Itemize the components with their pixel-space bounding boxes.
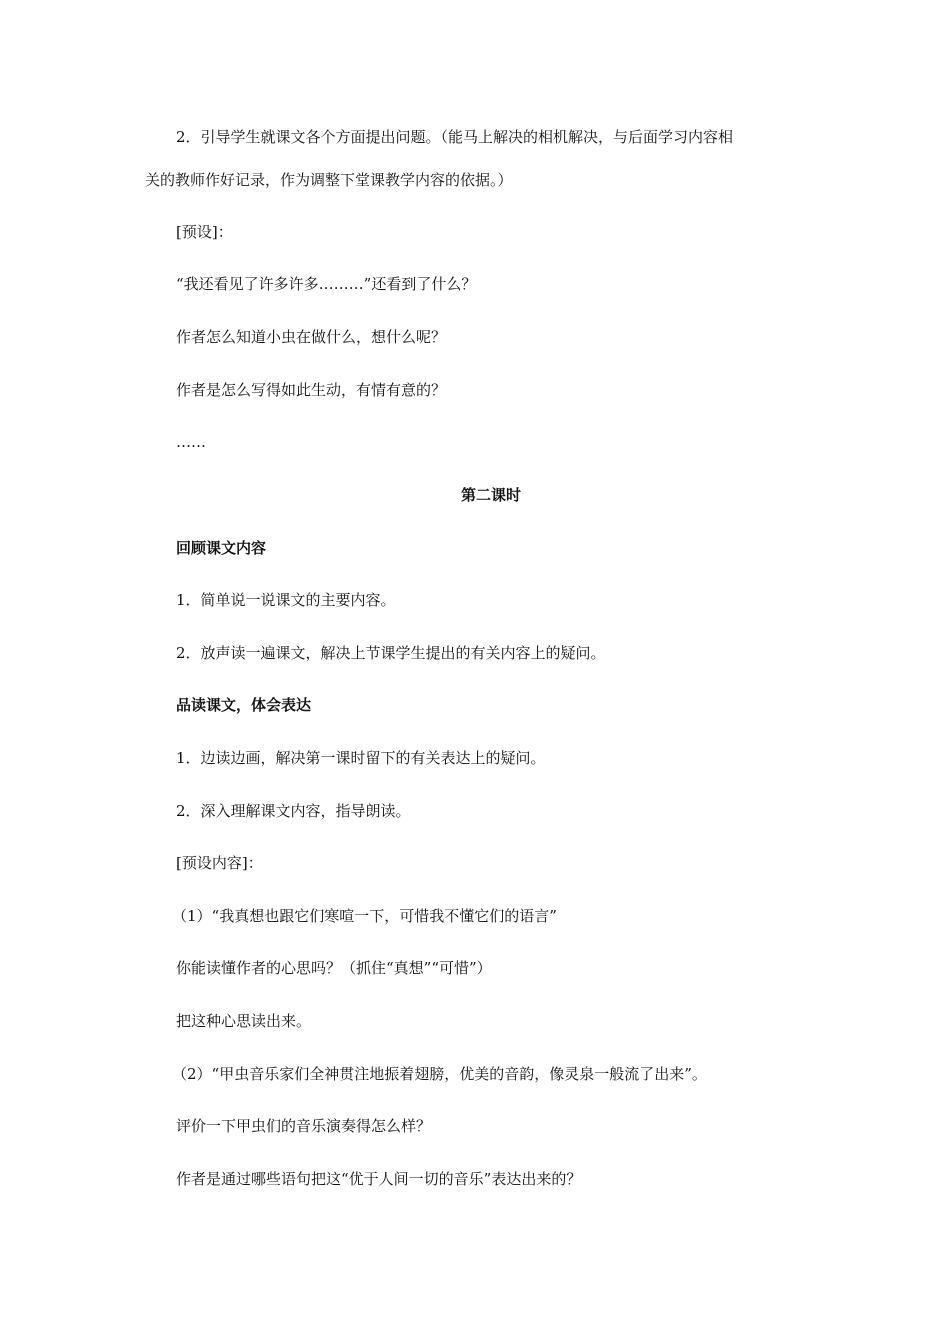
ellipsis-line: ……	[176, 433, 206, 451]
list-item: 2．放声读一遍课文，解决上节课学生提出的有关内容上的疑问。	[176, 644, 606, 662]
section-heading: 回顾课文内容	[176, 539, 267, 557]
question-line: 作者怎么知道小虫在做什么，想什么呢？	[176, 328, 447, 346]
lesson-title: 第二课时	[460, 486, 521, 504]
question-line: 把这种心思读出来。	[176, 1012, 312, 1030]
question-line: 评价一下甲虫们的音乐演奏得怎么样？	[176, 1117, 432, 1135]
question-line: 作者是通过哪些语句把这“优于人间一切的音乐”表达出来的？	[176, 1170, 582, 1188]
list-item: 1．简单说一说课文的主要内容。	[176, 591, 396, 609]
section-heading: 品读课文，体会表达	[176, 696, 312, 714]
list-item: 1．边读边画，解决第一课时留下的有关表达上的疑问。	[176, 749, 546, 767]
preset-label: [预设]：	[176, 223, 233, 241]
quote-line: （1）“我真想也跟它们寒喧一下，可惜我不懂它们的语言”	[172, 907, 557, 925]
question-line: “我还看见了许多许多………”还看到了什么？	[176, 275, 477, 293]
question-line: 你能读懂作者的心思吗？（抓住“真想”“可惜”）	[176, 959, 492, 977]
paragraph-line: 2．引导学生就课文各个方面提出问题。（能马上解决的相机解决，与后面学习内容相	[176, 128, 734, 146]
question-line: 作者是怎么写得如此生动，有情有意的？	[176, 381, 447, 399]
list-item: 2．深入理解课文内容，指导朗读。	[176, 802, 411, 820]
preset-content-label: [预设内容]：	[176, 854, 263, 872]
quote-line: （2）“甲虫音乐家们全神贯注地振着翅膀，优美的音韵，像灵泉一般流了出来”。	[172, 1065, 707, 1083]
paragraph-line: 关的教师作好记录，作为调整下堂课教学内容的依据。）	[145, 171, 513, 189]
